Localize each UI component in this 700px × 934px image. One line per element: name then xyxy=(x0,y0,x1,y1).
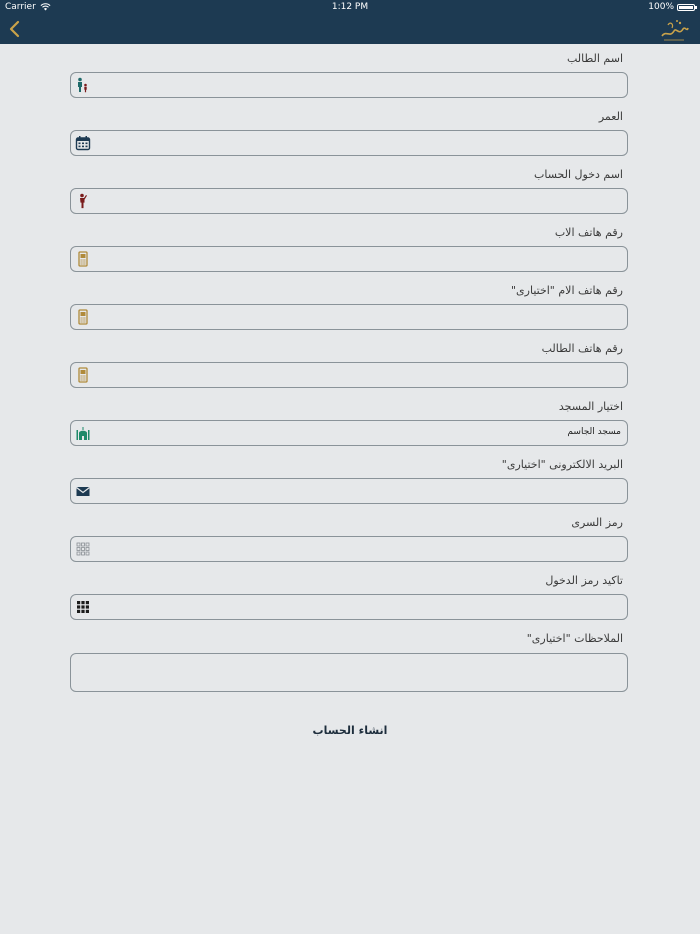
parent-child-icon xyxy=(75,77,91,93)
keypad-dark-icon xyxy=(75,599,91,615)
calligraphy-logo-icon xyxy=(658,16,690,42)
email-field[interactable] xyxy=(70,478,628,504)
envelope-icon xyxy=(75,483,91,499)
email-label: البريد الالكترونى "اختيارى" xyxy=(501,458,623,471)
confirm-password-field[interactable] xyxy=(70,594,628,620)
mosque-select-label: اختيار المسجد xyxy=(558,400,623,413)
battery-group xyxy=(648,2,695,12)
father-phone-label: رقم هاتف الاب xyxy=(554,226,623,239)
mosque-icon xyxy=(75,425,91,441)
keypad-icon xyxy=(75,541,91,557)
mosque-select[interactable] xyxy=(70,420,628,446)
notes-label: الملاحظات "اختيارى" xyxy=(526,632,623,645)
username-label: اسم دخول الحساب xyxy=(534,168,623,181)
mobile-phone-icon xyxy=(75,367,91,383)
mobile-phone-icon xyxy=(75,251,91,267)
father-phone-field[interactable] xyxy=(70,246,628,272)
mobile-phone-icon xyxy=(75,309,91,325)
create-account-button[interactable]: انشاء الحساب xyxy=(312,724,388,737)
age-label: العمر xyxy=(598,110,623,123)
student-phone-label: رقم هاتف الطالب xyxy=(541,342,623,355)
age-field[interactable] xyxy=(70,130,628,156)
person-icon xyxy=(75,193,91,209)
password-label: رمز السرى xyxy=(571,516,623,529)
battery-icon xyxy=(677,4,695,11)
battery-percent: 100% xyxy=(648,2,674,12)
password-field[interactable] xyxy=(70,536,628,562)
username-field[interactable] xyxy=(70,188,628,214)
chevron-left-icon[interactable] xyxy=(6,19,26,39)
clock: 1:12 PM xyxy=(331,2,369,12)
notes-textarea[interactable] xyxy=(70,653,628,692)
nav-bar xyxy=(0,14,700,44)
carrier-label: Carrier xyxy=(5,2,36,12)
student-name-label: اسم الطالب xyxy=(566,52,623,65)
student-phone-field[interactable] xyxy=(70,362,628,388)
status-bar xyxy=(0,0,700,14)
mother-phone-label: رقم هاتف الام "اختيارى" xyxy=(510,284,623,297)
student-name-field[interactable] xyxy=(70,72,628,98)
mosque-select-value: مسجد الجاسم xyxy=(567,427,621,437)
calendar-icon xyxy=(75,135,91,151)
mother-phone-field[interactable] xyxy=(70,304,628,330)
confirm-password-label: تاكيد رمز الدخول xyxy=(545,574,623,587)
